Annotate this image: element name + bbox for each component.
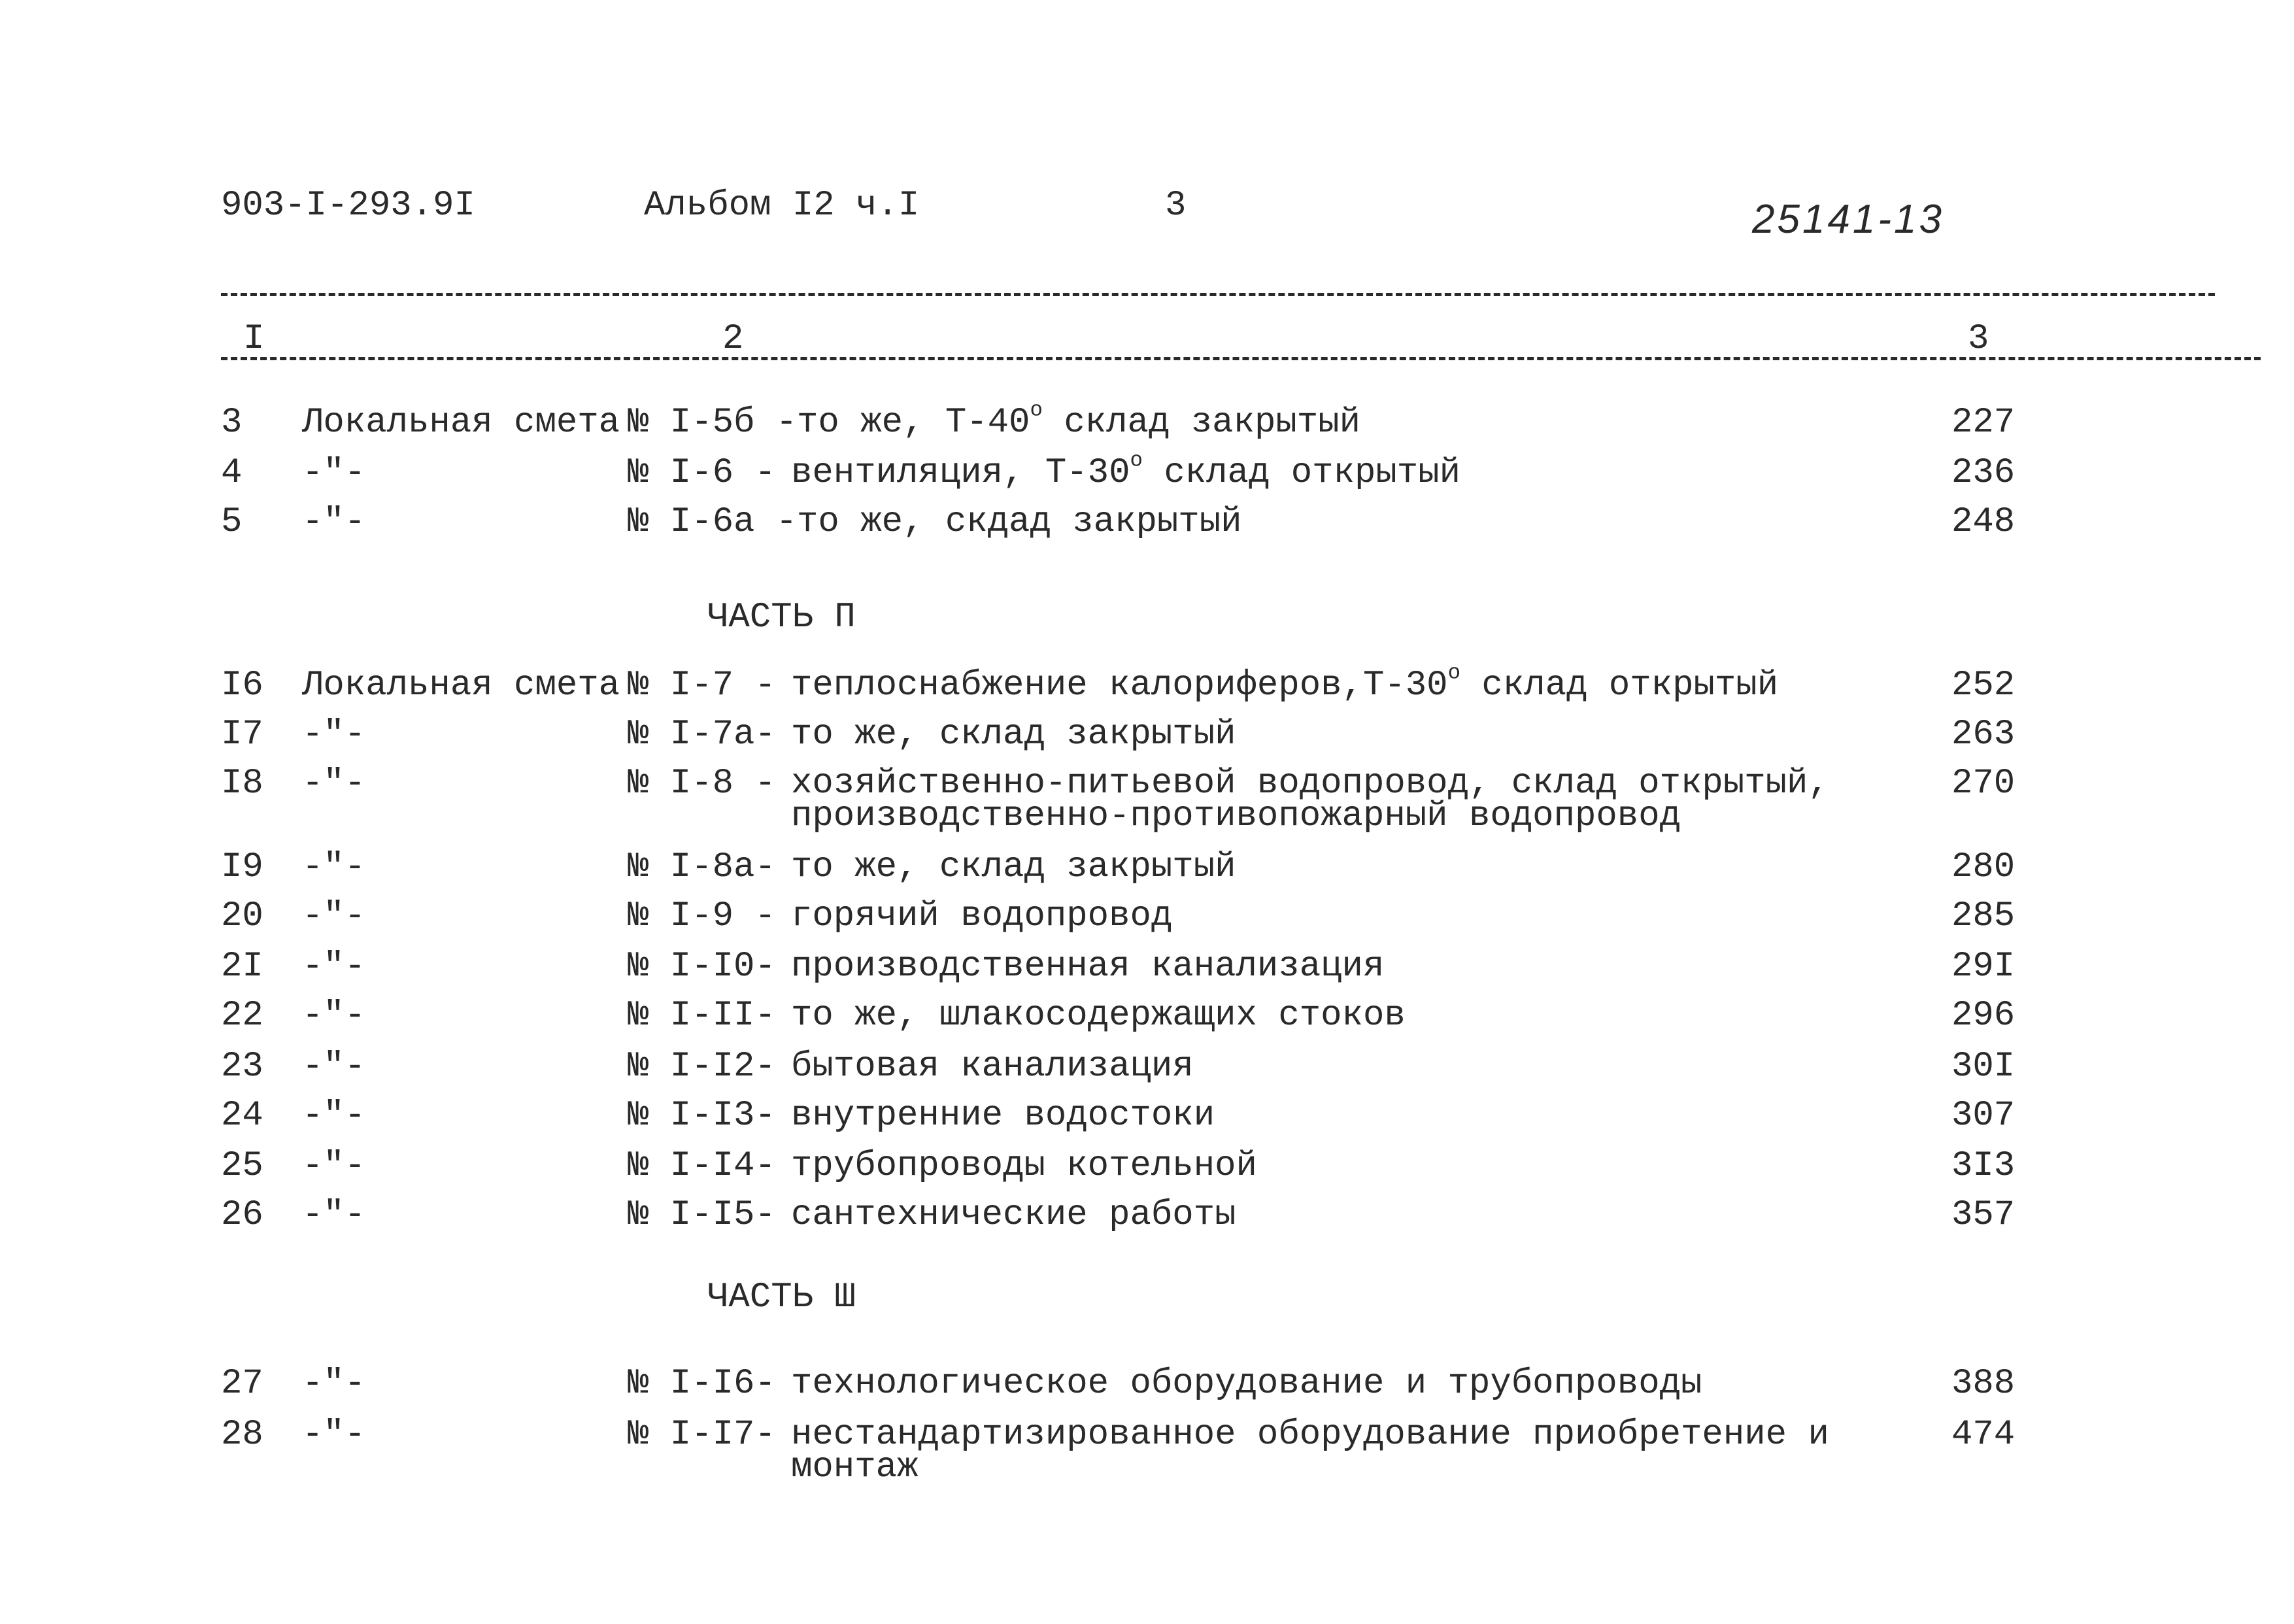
description-text: вентиляция, Т-30 [791, 453, 1130, 493]
page-ref: 30I [1951, 1047, 2016, 1087]
column-header-1: I [243, 319, 265, 359]
estimate-type: -"- [302, 453, 366, 493]
estimate-type: -"- [302, 1195, 366, 1235]
estimate-ref: № I-I0- [628, 947, 776, 987]
page-ref: 248 [1951, 502, 2016, 542]
page-ref: 29I [1951, 947, 2016, 987]
row-number: 5 [221, 502, 243, 542]
description-text: производственная канализация [791, 947, 1385, 987]
estimate-type: -"- [302, 1364, 366, 1404]
section-title-part3: ЧАСТЬ Ш [707, 1277, 856, 1317]
estimate-ref: № I-8а- [628, 847, 776, 887]
estimate-ref: № I-8 - [628, 764, 776, 804]
estimate-description [797, 398, 1361, 443]
description-text: технологическое оборудование и трубопроводы [791, 1364, 1702, 1404]
estimate-ref: № I-6а - [628, 502, 798, 542]
row-number: I8 [221, 764, 263, 804]
degree-mark: о [1030, 398, 1043, 422]
album-label: Альбом I2 ч.I [644, 186, 920, 226]
row-number: I6 [221, 666, 263, 705]
description-tail: склад закрытый [1042, 403, 1361, 443]
description-text: то же, Т-40 [797, 403, 1030, 443]
page-ref: 236 [1951, 453, 2016, 493]
description-text: горячий водопровод [791, 896, 1173, 936]
row-number: 27 [221, 1364, 263, 1404]
header-rule-top [221, 293, 2215, 296]
estimate-description [791, 998, 1406, 1034]
description-continuation: производственно-противопожарный водопровод [791, 796, 1681, 836]
estimate-type: -"- [302, 1415, 366, 1455]
page-ref: 357 [1951, 1195, 2016, 1235]
estimate-type: -"- [302, 1047, 366, 1087]
row-number: 26 [221, 1195, 263, 1235]
row-number: 2I [221, 947, 263, 987]
row-number: I9 [221, 847, 263, 887]
estimate-description [791, 1098, 1215, 1134]
estimate-ref: № I-I3- [628, 1096, 776, 1136]
row-number: 3 [221, 403, 243, 443]
description-text: нестандартизированное оборудование приобретение и [791, 1415, 1829, 1455]
estimate-ref: № I-I4- [628, 1146, 776, 1186]
estimate-description [791, 847, 1236, 887]
header-rule-bottom [221, 357, 2261, 360]
estimate-type: -"- [302, 1096, 366, 1136]
row-number: 22 [221, 996, 263, 1036]
estimate-description [791, 448, 1461, 493]
estimate-ref: № I-I7- [628, 1415, 776, 1455]
description-text: то же, шлакосодержащих стоков [791, 996, 1406, 1036]
column-header-2: 2 [722, 319, 744, 359]
estimate-description [791, 1366, 1702, 1402]
estimate-description [791, 949, 1384, 985]
column-header-3: 3 [1968, 319, 1989, 359]
estimate-description [791, 717, 1236, 753]
page-ref: 227 [1951, 403, 2016, 443]
estimate-type: Локальная смета [302, 666, 620, 705]
estimate-description [791, 1417, 1829, 1453]
row-number: 24 [221, 1096, 263, 1136]
estimate-description [791, 1049, 1194, 1085]
estimate-ref: № I-I5- [628, 1195, 776, 1235]
estimate-description [797, 502, 1242, 542]
description-text: теплоснабжение калориферов,Т-30 [791, 666, 1448, 705]
description-continuation: монтаж [791, 1447, 919, 1487]
document-code: 903-I-293.9I [221, 186, 475, 226]
estimate-ref: № I-5б - [628, 403, 798, 443]
estimate-description [791, 660, 1779, 705]
description-text: внутренние водостоки [791, 1096, 1215, 1136]
description-text: то же, скдад закрытый [797, 502, 1242, 542]
estimate-type: Локальная смета [302, 403, 620, 443]
page-ref: 307 [1951, 1096, 2016, 1136]
estimate-ref: № I-6 - [628, 453, 776, 493]
page-ref: 252 [1951, 666, 2016, 705]
estimate-type: -"- [302, 1146, 366, 1186]
estimate-ref: № I-II- [628, 996, 776, 1036]
page-ref: 296 [1951, 996, 2016, 1036]
row-number: I7 [221, 715, 263, 754]
description-text: то же, склад закрытый [791, 715, 1236, 754]
row-number: 28 [221, 1415, 263, 1455]
row-number: 20 [221, 896, 263, 936]
estimate-type: -"- [302, 715, 366, 754]
page-ref: 285 [1951, 896, 2016, 936]
description-text: то же, склад закрытый [791, 847, 1236, 887]
estimate-type: -"- [302, 502, 366, 542]
page-ref: 263 [1951, 715, 2016, 754]
estimate-description [791, 1195, 1236, 1235]
estimate-ref: № I-I6- [628, 1364, 776, 1404]
handwritten-number: 25141-13 [1752, 197, 1945, 242]
section-title-part2: ЧАСТЬ П [707, 598, 856, 637]
estimate-ref: № I-9 - [628, 896, 776, 936]
row-number: 25 [221, 1146, 263, 1186]
estimate-type: -"- [302, 764, 366, 804]
estimate-description [791, 1146, 1257, 1186]
page-number: 3 [1165, 186, 1187, 226]
estimate-ref: № I-7а- [628, 715, 776, 754]
row-number: 23 [221, 1047, 263, 1087]
estimate-type: -"- [302, 996, 366, 1036]
description-text: трубопроводы котельной [791, 1146, 1257, 1186]
description-text: бытовая канализация [791, 1047, 1194, 1087]
page-ref: 474 [1951, 1415, 2016, 1455]
row-number: 4 [221, 453, 243, 493]
page-ref: 280 [1951, 847, 2016, 887]
page-ref: 3I3 [1951, 1146, 2016, 1186]
description-tail: склад открытый [1460, 666, 1779, 705]
description-tail: склад открытый [1142, 453, 1461, 493]
estimate-type: -"- [302, 896, 366, 936]
estimate-ref: № I-I2- [628, 1047, 776, 1087]
page-ref: 270 [1951, 764, 2016, 804]
estimate-description [791, 896, 1173, 936]
degree-mark: о [1447, 660, 1461, 685]
description-text: сантехнические работы [791, 1195, 1236, 1235]
page-ref: 388 [1951, 1364, 2016, 1404]
degree-mark: о [1130, 448, 1143, 473]
estimate-type: -"- [302, 847, 366, 887]
estimate-ref: № I-7 - [628, 666, 776, 705]
estimate-type: -"- [302, 947, 366, 987]
description-text: хозяйственно-питьевой водопровод, склад открытый, [791, 764, 1829, 804]
